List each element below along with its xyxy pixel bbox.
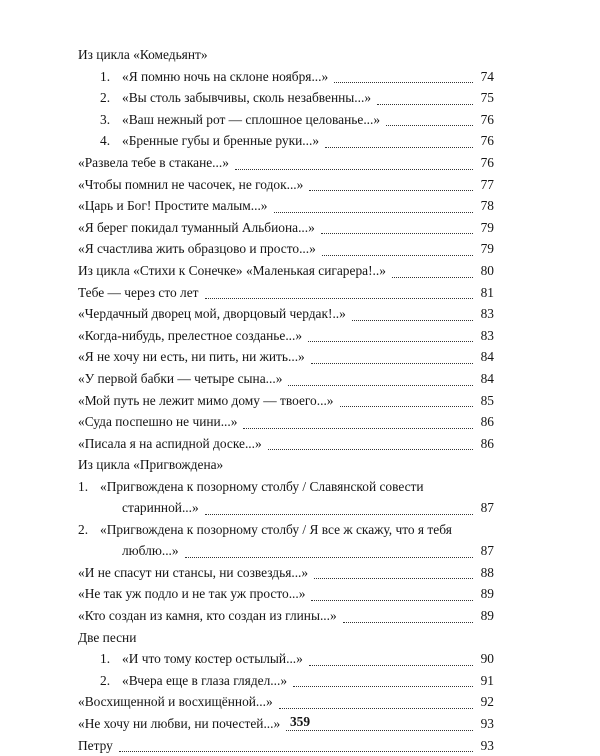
dot-leader [288, 385, 472, 386]
toc-entry-title: «Чердачный дворец мой, дворцовый чердак!..» [78, 306, 346, 322]
toc-page-number: 83 [480, 306, 494, 322]
dot-leader [243, 428, 472, 429]
dot-leader [235, 169, 473, 170]
toc-section-heading [78, 627, 494, 649]
toc-entry-title: «Развела тебе в стакане...» [78, 154, 229, 170]
table-of-contents [78, 44, 494, 756]
toc-entry [78, 562, 494, 584]
toc-page-number: 87 [480, 500, 494, 516]
dot-leader [386, 125, 473, 126]
toc-entry [78, 152, 494, 174]
dot-leader [119, 751, 473, 752]
dot-leader [311, 363, 473, 364]
toc-item-number: 1. [100, 68, 111, 84]
toc-entry-title: «У первой бабки — четыре сына...» [78, 370, 283, 386]
toc-entry [78, 303, 494, 325]
toc-page-number: 84 [480, 370, 494, 386]
toc-entry [78, 282, 494, 304]
toc-page-number: 81 [480, 284, 494, 300]
toc-page-number: 92 [480, 694, 494, 710]
toc-page-number: 76 [480, 111, 494, 127]
toc-entry [78, 476, 494, 519]
toc-entry [78, 174, 494, 196]
toc-entry-title: «Я не хочу ни есть, ни пить, ни жить...» [78, 349, 305, 365]
toc-entry-title: Из цикла «Стихи к Сонечке» «Маленькая сигарера!..» [78, 262, 386, 278]
dot-leader [309, 190, 472, 191]
dot-leader [308, 341, 473, 342]
toc-page-number: 89 [480, 608, 494, 624]
toc-entry-title: «И что тому костер остылый...» [122, 651, 303, 667]
toc-page-number: 76 [480, 154, 494, 170]
toc-entry-title-continued: старинной...» [122, 500, 199, 516]
toc-page-number: 86 [480, 414, 494, 430]
toc-page-number: 86 [480, 435, 494, 451]
dot-leader [343, 622, 473, 623]
toc-entry [78, 346, 494, 368]
toc-page-number: 89 [480, 586, 494, 602]
dot-leader [279, 708, 473, 709]
toc-page-number: 93 [480, 737, 494, 753]
dot-leader [268, 449, 473, 450]
toc-entry-line [100, 497, 494, 519]
toc-entry [78, 735, 494, 756]
dot-leader [340, 406, 473, 407]
toc-item-number: 4. [100, 133, 111, 149]
toc-page-number: 93 [480, 716, 494, 732]
toc-entry [78, 605, 494, 627]
toc-entry-title: «И не спасут ни стансы, ни созвездья...» [78, 564, 309, 580]
toc-entry [78, 238, 494, 260]
toc-item-number: 2. [100, 90, 111, 106]
toc-entry [78, 368, 494, 390]
toc-entry-title: «Царь и Бог! Простите малым...» [78, 198, 268, 214]
dot-leader [325, 147, 473, 148]
toc-entry-title: «Бренные губы и бренные руки...» [122, 133, 320, 149]
toc-heading-text: Из цикла «Комедьянт» [78, 47, 208, 62]
toc-entry-title: «Кто создан из камня, кто создан из глины...» [78, 608, 337, 624]
toc-entry [78, 109, 494, 131]
dot-leader [321, 233, 473, 234]
toc-entry [78, 260, 494, 282]
toc-entry-title: «Не так уж подло и не так уж просто...» [78, 586, 306, 602]
toc-page-number: 76 [480, 133, 494, 149]
toc-page-number: 90 [480, 651, 494, 667]
toc-entry [78, 411, 494, 433]
toc-page-number: 80 [480, 262, 494, 278]
toc-page-number: 83 [480, 327, 494, 343]
toc-entry [78, 519, 494, 562]
toc-entry-title: «Не хочу ни любви, ни почестей...» [78, 716, 281, 732]
dot-leader [334, 82, 472, 83]
dot-leader [322, 255, 473, 256]
toc-entry-title: «Пригвождена к позорному столбу / Я все ж скажу, что я тебя [100, 521, 452, 537]
dot-leader [352, 320, 473, 321]
dot-leader [205, 298, 473, 299]
toc-entry-title: «Вчера еще в глаза глядел...» [122, 672, 288, 688]
toc-entry [78, 87, 494, 109]
dot-leader [274, 212, 473, 213]
toc-entry-title: Петру [78, 737, 113, 753]
toc-page-number: 79 [480, 219, 494, 235]
toc-entry [78, 691, 494, 713]
page-number: 359 [289, 714, 311, 729]
toc-entry-title: «Мой путь не лежит мимо дому — твоего...» [78, 392, 334, 408]
toc-entry-line [78, 519, 494, 541]
toc-entry-title: «Я берег покидал туманный Альбиона...» [78, 219, 315, 235]
toc-item-number: 3. [100, 111, 111, 127]
dot-leader [392, 277, 473, 278]
toc-page-number: 79 [480, 241, 494, 257]
toc-entry-title: «Вы столь забывчивы, сколь незабвенны...» [122, 90, 372, 106]
dot-leader [205, 514, 473, 515]
toc-entry [78, 670, 494, 692]
toc-entry [78, 648, 494, 670]
toc-page-number: 88 [480, 564, 494, 580]
dot-leader [293, 686, 473, 687]
toc-entry [78, 433, 494, 455]
toc-entry [78, 390, 494, 412]
toc-entry-title: «Писала я на аспидной доске...» [78, 435, 262, 451]
toc-entry-title: Тебе — через сто лет [78, 284, 199, 300]
toc-entry [78, 130, 494, 152]
toc-page-number: 78 [480, 198, 494, 214]
toc-page-number: 85 [480, 392, 494, 408]
toc-heading-text: Из цикла «Пригвождена» [78, 457, 224, 473]
toc-entry-title: «Когда-нибудь, прелестное созданье...» [78, 327, 303, 343]
toc-entry-line [100, 540, 494, 562]
toc-section-heading [78, 454, 494, 476]
toc-entry-line [78, 476, 494, 498]
toc-entry-title-continued: люблю...» [122, 543, 179, 559]
toc-entry-title: «Пригвождена к позорному столбу / Славянской совести [100, 478, 424, 494]
toc-page-number: 74 [480, 68, 494, 84]
toc-item-number: 1. [78, 478, 89, 494]
toc-entry-title: «Я счастлива жить образцово и просто...» [78, 241, 316, 257]
toc-page-number: 77 [480, 176, 494, 192]
toc-entry-title: «Ваш нежный рот — сплошное целованье...» [122, 111, 381, 127]
dot-leader [309, 665, 473, 666]
toc-entry [78, 217, 494, 239]
toc-page-number: 91 [480, 672, 494, 688]
dot-leader [311, 600, 472, 601]
toc-entry-title: «Я помню ночь на склоне ноября...» [122, 68, 329, 84]
toc-heading-text: Две песни [78, 629, 137, 645]
toc-page-number: 87 [480, 543, 494, 559]
dot-leader [314, 578, 473, 579]
toc-entry [78, 195, 494, 217]
dot-leader [377, 104, 473, 105]
toc-entry [78, 583, 494, 605]
toc-item-number: 2. [100, 672, 111, 688]
toc-page-number: 84 [480, 349, 494, 365]
toc-entry [78, 325, 494, 347]
toc-section-heading [78, 44, 494, 66]
toc-item-number: 2. [78, 521, 89, 537]
toc-entry-title: «Чтобы помнил не часочек, не годок...» [78, 176, 304, 192]
toc-item-number: 1. [100, 651, 111, 667]
dot-leader [185, 557, 473, 558]
toc-page-number: 75 [480, 90, 494, 106]
toc-entry-title: «Суда поспешно не чини...» [78, 414, 238, 430]
toc-entry-title: «Восхищенной и восхищённой...» [78, 694, 273, 710]
toc-entry [78, 66, 494, 88]
